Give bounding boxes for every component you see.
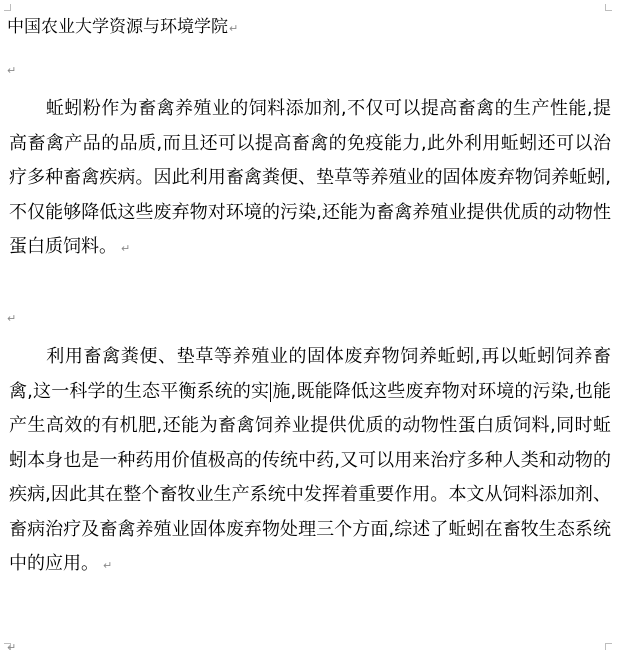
paragraph-mark-icon: ↵ — [121, 242, 131, 255]
bottom-right-margin-mark — [605, 643, 612, 650]
empty-paragraph-mark-icon: ↵ — [7, 64, 17, 77]
paragraph-2-text-before-cursor[interactable]: 利用畜禽粪便、垫草等养殖业的固体废弃物饲养蚯蚓,再以蚯蚓饲养畜禽,这一科学的生态平衡系统的实 — [9, 346, 611, 402]
empty-paragraph-mark-icon: ↵ — [7, 641, 17, 654]
paragraph-2[interactable] — [9, 340, 611, 584]
paragraph-2-text-after-cursor[interactable]: 施,既能降低这些废弃物对环境的污染,也能产生高效的有机肥,还能为畜禽饲养业提供优质的动物性蛋白质饲料,同时蚯蚓本身也是一种药用价值极高的传统中药,又可以用来治疗多种人类和动物的疾病,因此其在整个畜牧业生产系统中发挥着重要作用。本文从饲料添加剂、畜病治疗及畜禽养殖业固体废弃物处理三个方面,综述了蚯蚓在畜牧生态系统中的应用。 — [9, 380, 611, 574]
top-left-margin-mark — [4, 4, 11, 11]
paragraph-1[interactable] — [9, 92, 611, 267]
paragraph-1-text[interactable]: 蚯蚓粉作为畜禽养殖业的饲料添加剂,不仅可以提高畜禽的生产性能,提高畜禽产品的品质,而且还可以提高畜禽的免疫能力,此外利用蚯蚓还可以治疗多种畜禽疾病。因此利用畜禽粪便、垫草等养殖业的固体废弃物饲养蚯蚓,不仅能够降低这些废弃物对环境的污染,还能为畜禽养殖业提供优质的动物性蛋白质饲料。 — [9, 98, 611, 257]
empty-paragraph-mark-icon: ↵ — [7, 312, 17, 325]
paragraph-mark-icon: ↵ — [103, 559, 113, 572]
top-right-margin-mark — [605, 4, 612, 11]
paragraph-mark-icon: ↵ — [229, 22, 239, 35]
document-heading[interactable] — [7, 16, 238, 40]
heading-text[interactable]: 中国农业大学资源与环境学院 — [7, 17, 228, 37]
